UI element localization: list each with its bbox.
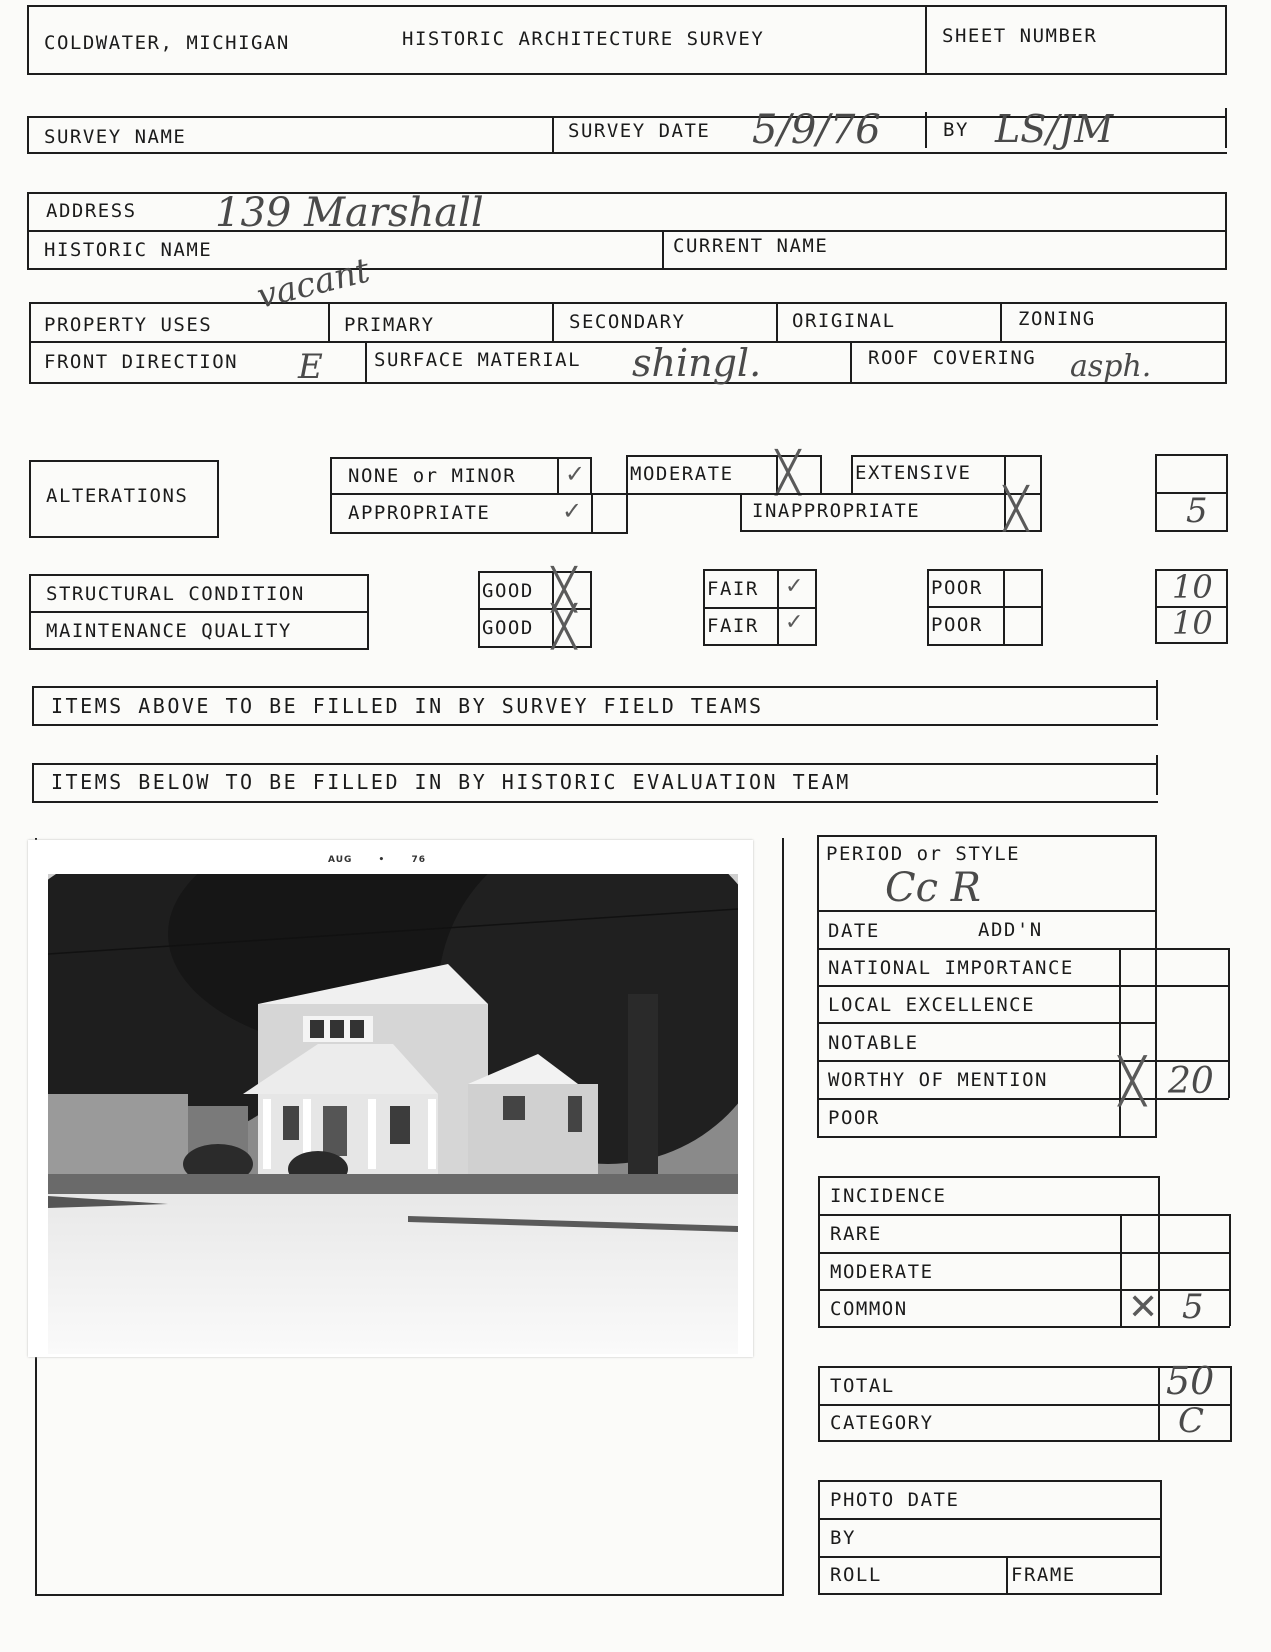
inappropriate-check: ╳ xyxy=(1004,486,1029,532)
photo-by-label: BY xyxy=(830,1527,856,1549)
total-label: TOTAL xyxy=(830,1375,895,1397)
property-uses-value: vacant xyxy=(253,250,374,317)
worthy-check: ╳ xyxy=(1119,1056,1146,1107)
maintenance-fair-check: ✓ xyxy=(785,610,804,635)
none-minor-check: ✓ xyxy=(565,460,586,488)
moderate-check: ╳ xyxy=(776,450,801,496)
structural-fair-check: ✓ xyxy=(785,574,804,599)
note-below: ITEMS BELOW TO BE FILLED IN BY HISTORIC EVALUATION TEAM xyxy=(51,770,851,794)
local-excellence-label: LOCAL EXCELLENCE xyxy=(828,994,1036,1016)
maintenance-good-check: ╳ xyxy=(552,604,577,650)
category-label: CATEGORY xyxy=(830,1412,934,1434)
sheet-number-label: SHEET NUMBER xyxy=(942,25,1098,47)
survey-date-value: 5/9/76 xyxy=(752,107,881,153)
total-value: 50 xyxy=(1166,1359,1215,1403)
alterations-score: 5 xyxy=(1186,491,1208,531)
structural-score: 10 xyxy=(1172,568,1213,606)
notable-label: NOTABLE xyxy=(828,1032,919,1054)
original-label: ORIGINAL xyxy=(792,310,896,332)
addn-label: ADD'N xyxy=(978,919,1043,941)
maintenance-score: 10 xyxy=(1172,604,1213,642)
common-label: COMMON xyxy=(830,1298,908,1320)
front-direction-label: FRONT DIRECTION xyxy=(44,351,239,373)
front-direction-value: E xyxy=(298,347,323,387)
address-label: ADDRESS xyxy=(46,200,137,222)
photo-stamp: AUG • 76 xyxy=(328,855,426,865)
address-value: 139 Marshall xyxy=(215,190,484,236)
national-importance-label: NATIONAL IMPORTANCE xyxy=(828,957,1074,979)
period-value: Cc R xyxy=(885,865,981,911)
common-score: 5 xyxy=(1182,1287,1204,1327)
structural-good-check: ╳ xyxy=(552,567,577,613)
note-above: ITEMS ABOVE TO BE FILLED IN BY SURVEY FIELD TEAMS xyxy=(51,694,764,718)
survey-title: HISTORIC ARCHITECTURE SURVEY xyxy=(402,28,765,50)
incidence-label: INCIDENCE xyxy=(830,1185,947,1207)
appropriate-check: ✓ xyxy=(562,497,583,525)
eval-poor-label: POOR xyxy=(828,1107,880,1129)
common-check: ✕ xyxy=(1128,1287,1159,1328)
frame-label: FRAME xyxy=(1011,1564,1076,1586)
eval-date-label: DATE xyxy=(828,920,880,942)
structural-condition-label: STRUCTURAL CONDITION xyxy=(46,583,305,605)
rare-label: RARE xyxy=(830,1223,882,1245)
property-uses-label: PROPERTY USES xyxy=(44,314,213,336)
city-label: COLDWATER, MICHIGAN xyxy=(44,32,290,54)
primary-label: PRIMARY xyxy=(344,314,435,336)
worthy-score: 20 xyxy=(1168,1061,1214,1102)
current-name-label: CURRENT NAME xyxy=(673,235,829,257)
roof-covering-label: ROOF COVERING xyxy=(868,347,1037,369)
photo-date-label: PHOTO DATE xyxy=(830,1489,960,1511)
secondary-label: SECONDARY xyxy=(569,311,686,333)
surface-material-value: shingl. xyxy=(632,341,762,385)
period-label: PERIOD or STYLE xyxy=(826,843,1021,865)
survey-by-value: LS/JM xyxy=(995,107,1114,151)
worthy-of-mention-label: WORTHY OF MENTION xyxy=(828,1069,1048,1091)
surface-material-label: SURFACE MATERIAL xyxy=(374,349,582,371)
alterations-label: ALTERATIONS xyxy=(46,485,189,507)
incidence-moderate-label: MODERATE xyxy=(830,1261,934,1283)
maintenance-quality-label: MAINTENANCE QUALITY xyxy=(46,620,292,642)
historic-name-label: HISTORIC NAME xyxy=(44,239,213,261)
house-photo-image xyxy=(48,874,738,1354)
category-value: C xyxy=(1178,1401,1205,1441)
survey-name-label: SURVEY NAME xyxy=(44,126,187,148)
roll-label: ROLL xyxy=(830,1564,882,1586)
house-photo xyxy=(28,840,753,1357)
zoning-label: ZONING xyxy=(1018,308,1096,330)
survey-by-label: BY xyxy=(943,119,969,141)
roof-covering-value: asph. xyxy=(1070,349,1152,384)
survey-date-label: SURVEY DATE xyxy=(568,120,711,142)
